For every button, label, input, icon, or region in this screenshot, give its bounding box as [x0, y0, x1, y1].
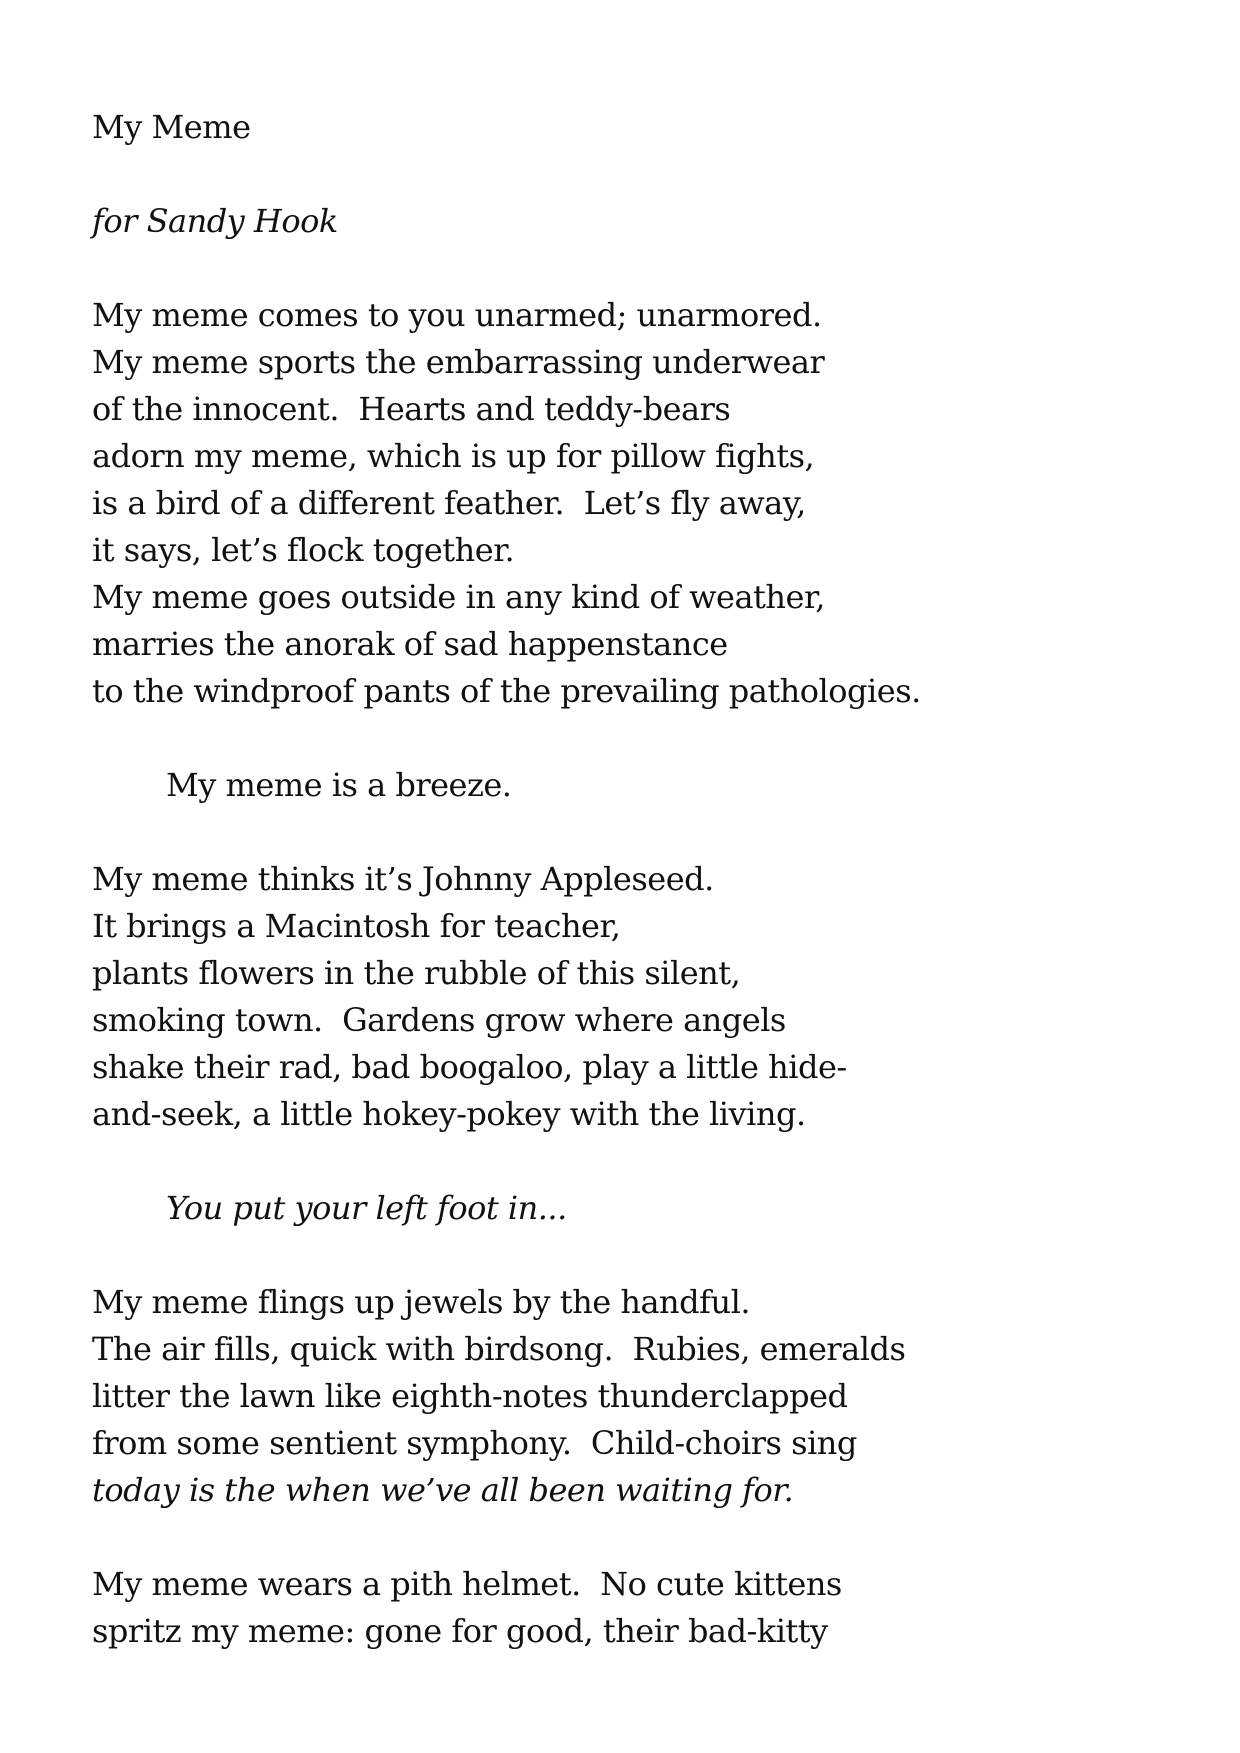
poem-line: smoking town. Gardens grow where angels [92, 1001, 786, 1039]
poem-page [92, 104, 1192, 1655]
poem-dedication: for Sandy Hook [92, 202, 338, 240]
poem-line: My meme sports the embarrassing underwear [92, 343, 825, 381]
poem-line: and-seek, a little hokey-pokey with the living. [92, 1095, 806, 1133]
poem-line: My meme goes outside in any kind of weather, [92, 578, 825, 616]
spacer [92, 245, 1192, 292]
poem-line: marries the anorak of sad happenstance [92, 625, 728, 663]
poem-line: spritz my meme: gone for good, their bad-kitty [92, 1612, 828, 1650]
poem-line: My meme flings up jewels by the handful. [92, 1283, 750, 1321]
spacer [92, 151, 1192, 198]
poem-title: My Meme [92, 108, 251, 146]
poem-line: plants flowers in the rubble of this silent, [92, 954, 741, 992]
stanza-3 [92, 1279, 1192, 1514]
spacer [92, 1514, 1192, 1561]
poem-line: shake their rad, bad boogaloo, play a little hide- [92, 1048, 847, 1086]
poem-line: to the windproof pants of the prevailing pathologies. [92, 672, 921, 710]
poem-line-italic: today is the when we’ve all been waiting for. [92, 1471, 794, 1509]
refrain-line: My meme is a breeze. [166, 766, 512, 804]
poem-line: it says, let’s flock together. [92, 531, 515, 569]
stanza-2 [92, 856, 1192, 1138]
poem-line: is a bird of a different feather. Let’s fly away, [92, 484, 806, 522]
refrain-line: You put your left foot in... [166, 1189, 567, 1227]
spacer [92, 1138, 1192, 1185]
poem-line: My meme comes to you unarmed; unarmored. [92, 296, 822, 334]
poem-line: adorn my meme, which is up for pillow fights, [92, 437, 815, 475]
spacer [92, 809, 1192, 856]
poem-line: The air fills, quick with birdsong. Rubies, emeralds [92, 1330, 906, 1368]
poem-line: My meme wears a pith helmet. No cute kittens [92, 1565, 842, 1603]
stanza-1 [92, 292, 1192, 715]
poem-line: from some sentient symphony. Child-choirs sing [92, 1424, 857, 1462]
poem-line: It brings a Macintosh for teacher, [92, 907, 621, 945]
spacer [92, 1232, 1192, 1279]
poem-line: of the innocent. Hearts and teddy-bears [92, 390, 731, 428]
poem-line: My meme thinks it’s Johnny Appleseed. [92, 860, 714, 898]
poem-line: litter the lawn like eighth-notes thunderclapped [92, 1377, 848, 1415]
spacer [92, 715, 1192, 762]
stanza-4 [92, 1561, 1192, 1655]
